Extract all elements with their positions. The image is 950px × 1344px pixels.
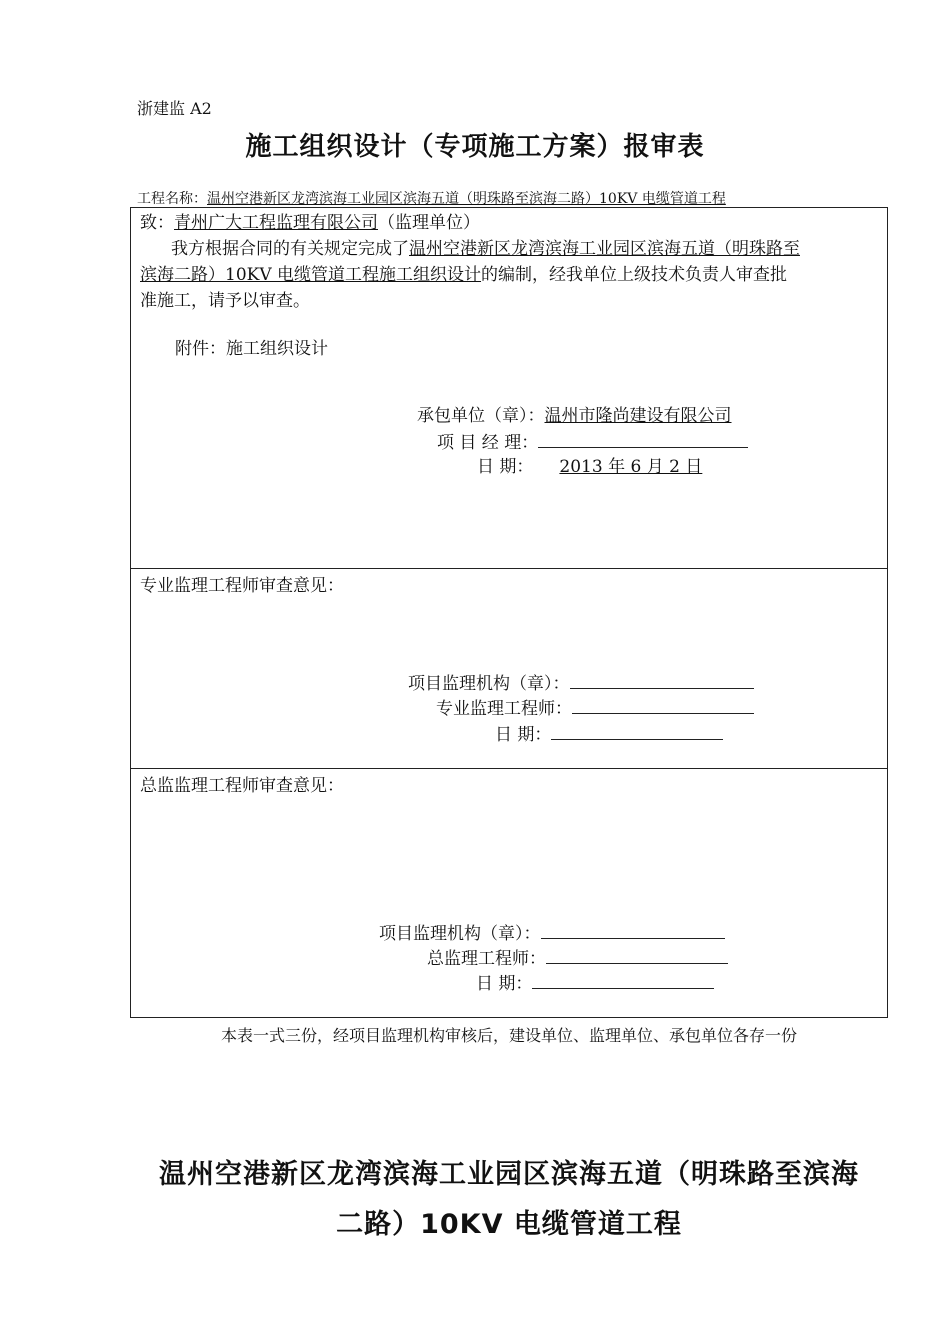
submission-date: 2013 年 6 月 2 日	[559, 457, 703, 477]
project-name-line	[137, 188, 726, 208]
form-code: 浙建监 A2	[137, 99, 212, 118]
cover-title-line-1: 温州空港新区龙湾滨海工业园区滨海五道（明珠路至滨海	[159, 1159, 859, 1190]
supervision-unit: 青州广大工程监理有限公司	[174, 213, 378, 233]
chief-engineer-line	[427, 945, 728, 972]
org-seal-blank	[541, 920, 725, 939]
date-label: 日 期：	[477, 457, 534, 477]
chief-review-heading: 总监监理工程师审查意见：	[140, 776, 344, 796]
body-line-1-underlined: 温州空港新区龙湾滨海工业园区滨海五道（明珠路至	[409, 239, 800, 259]
attachment-line: 附件：施工组织设计	[175, 339, 328, 359]
submission-section	[131, 208, 887, 569]
date-blank	[551, 721, 723, 740]
cover-title-line-2: 二路）10KV 电缆管道工程	[336, 1209, 682, 1240]
body-line-1	[171, 236, 800, 262]
submission-date-line	[477, 454, 733, 480]
specialist-org-line	[408, 670, 754, 697]
approval-form-table	[130, 207, 888, 1018]
body-line-3: 准施工，请予以审查。	[140, 291, 310, 311]
specialist-date-line	[495, 721, 723, 748]
project-label: 工程名称：	[137, 191, 207, 207]
org-seal-blank	[570, 670, 754, 689]
manager-label: 项 目 经 理：	[437, 433, 539, 453]
date-label: 日 期：	[495, 725, 552, 745]
engineer-signature-blank	[546, 945, 728, 964]
engineer-label: 总监理工程师：	[427, 949, 546, 969]
chief-review-section	[131, 769, 887, 1017]
specialist-review-heading: 专业监理工程师审查意见：	[140, 576, 344, 596]
body-line-1-prefix: 我方根据合同的有关规定完成了	[171, 239, 409, 259]
manager-signature-blank	[538, 429, 748, 448]
org-label: 项目监理机构（章）：	[408, 674, 570, 694]
contractor-label: 承包单位（章）：	[417, 406, 545, 426]
date-blank	[532, 970, 714, 989]
org-label: 项目监理机构（章）：	[379, 924, 541, 944]
specialist-review-section	[131, 569, 887, 769]
contractor-name: 温州市隆尚建设有限公司	[544, 406, 732, 426]
engineer-signature-blank	[572, 695, 754, 714]
specialist-engineer-line	[436, 695, 754, 722]
chief-org-line	[379, 920, 725, 947]
body-line-2-underlined: 滨海二路）10KV 电缆管道工程施工组织设计	[140, 265, 482, 285]
body-line-2	[140, 262, 787, 288]
project-manager-line	[437, 429, 748, 456]
date-label: 日 期：	[476, 974, 533, 994]
page-title: 施工组织设计（专项施工方案）报审表	[245, 132, 705, 162]
addressee-line	[140, 210, 480, 236]
to-suffix: （监理单位）	[378, 213, 480, 233]
engineer-label: 专业监理工程师：	[436, 699, 572, 719]
body-line-2-suffix: 的编制，经我单位上级技术负责人审查批	[481, 265, 788, 285]
to-prefix: 致：	[140, 213, 174, 233]
footer-note: 本表一式三份，经项目监理机构审核后，建设单位、监理单位、承包单位各存一份	[220, 1026, 797, 1045]
project-name: 温州空港新区龙湾滨海工业园区滨海五道（明珠路至滨海二路）10KV 电缆管道工程	[207, 191, 726, 207]
contractor-line	[417, 403, 732, 429]
chief-date-line	[476, 970, 714, 997]
